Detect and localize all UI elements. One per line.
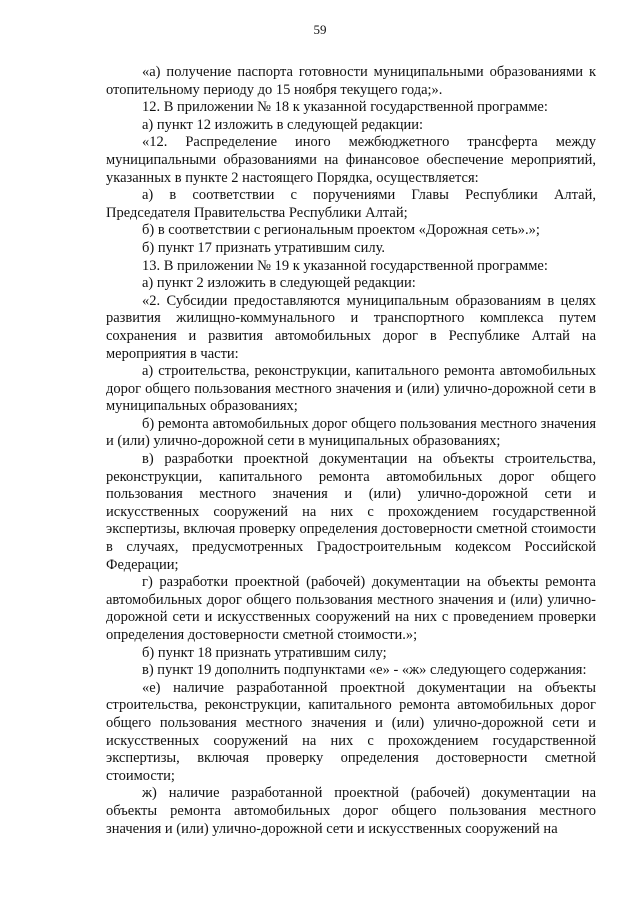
paragraph: г) разработки проектной (рабочей) документации на объекты ремонта автомобильных дорог общего пользования местного значения и (или) улично-дорожной сети и искусственных сооружений на них с проведением проверки определения достоверности сметной стоимости.»; [106,574,596,643]
paragraph: в) разработки проектной документации на объекты строительства, реконструкции, капитального ремонта автомобильных дорог общего пользования местного значения и (или) улично-дорожной сети и искусственных сооружений на них с прохождением государственной экспертизы, включая проверку определения достоверности сметной стоимости в случаях, предусмотренных Градостроительным кодексом Российской Федерации; [106,451,596,573]
paragraph: б) пункт 17 признать утратившим силу. [142,239,386,256]
paragraph: б) в соответствии с региональным проектом «Дорожная сеть».»; [142,222,540,239]
paragraph: а) пункт 12 изложить в следующей редакции: [142,116,424,133]
paragraph: б) ремонта автомобильных дорог общего пользования местного значения и (или) улично-дорожной сети в муниципальных образованиях; [106,415,596,450]
page-number: 59 [313,22,327,37]
document-body [106,64,596,838]
paragraph: «е) наличие разработанной проектной документации на объекты строительства, реконструкции, капитального ремонта автомобильных дорог общего пользования местного значения и (или) улично-дорожной сети и искусственных сооружений на них с прохождением государственной экспертизы, включая проверку определения достоверности сметной стоимости; [106,679,596,784]
paragraph: ж) наличие разработанной проектной (рабочей) документации на объекты ремонта автомобильных дорог общего пользования местного значения и (или) улично-дорожной сети и искусственных сооружений на [106,785,596,837]
paragraph: 13. В приложении № 19 к указанной государственной программе: [142,257,548,274]
paragraph: а) строительства, реконструкции, капитального ремонта автомобильных дорог общего пользования местного значения и (или) улично-дорожной сети в муниципальных образованиях; [106,363,596,415]
paragraph: а) в соответствии с поручениями Главы Республики Алтай, Председателя Правительства Республики Алтай; [106,187,596,221]
paragraph: 12. В приложении № 18 к указанной государственной программе: [142,99,548,116]
paragraph: «12. Распределение иного межбюджетного трансферта между муниципальными образованиями на финансовое обеспечение мероприятий, указанных в пункте 2 настоящего Порядка, осуществляется: [106,134,596,186]
paragraph: в) пункт 19 дополнить подпунктами «е» - «ж» следующего содержания: [142,662,587,679]
paragraph: «2. Субсидии предоставляются муниципальным образованиям в целях развития жилищно-коммунального и транспортного комплекса путем сохранения и развития автомобильных дорог в Республике Алтай на мероприятия в части: [106,292,596,362]
paragraph: «а) получение паспорта готовности муниципальными образованиями к отопительному периоду до 15 ноября текущего года;». [106,64,596,98]
paragraph: б) пункт 18 признать утратившим силу; [142,644,387,661]
paragraph: а) пункт 2 изложить в следующей редакции: [142,275,416,292]
